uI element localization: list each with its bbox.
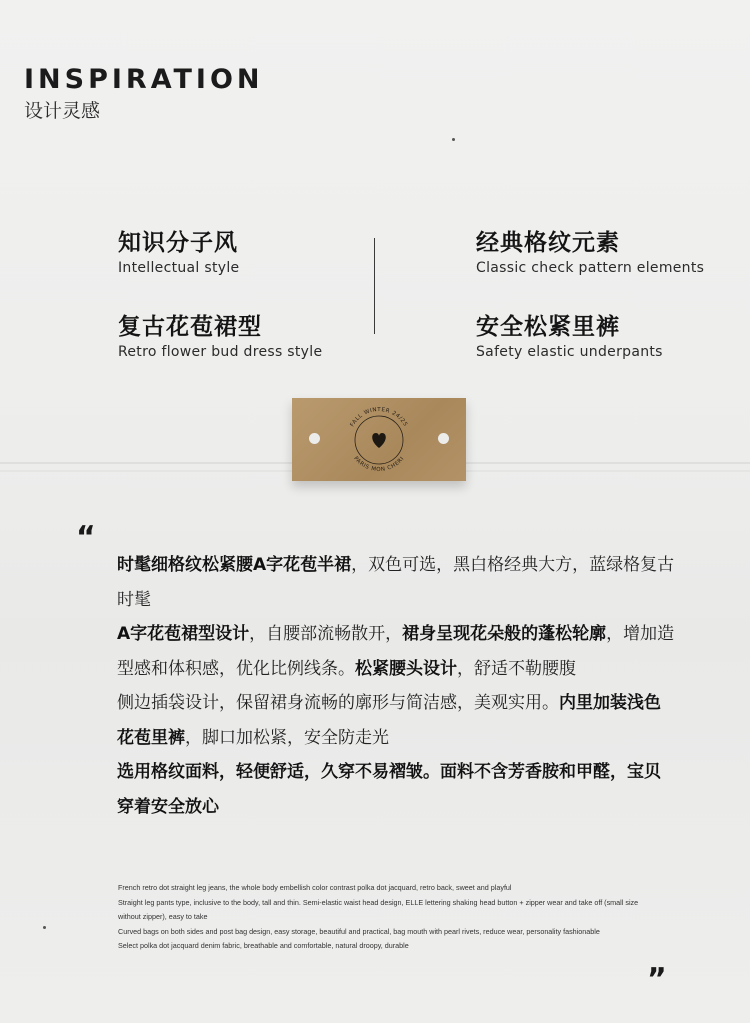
feature-subtitle: Classic check pattern elements [476, 260, 705, 276]
page-title: INSPIRATION [24, 64, 264, 95]
paragraph [117, 755, 677, 824]
feature-intellectual [118, 224, 239, 276]
tag-arc-top: FALL WINTER 24/25 [349, 406, 409, 429]
feature-subtitle: Safety elastic underpants [476, 344, 663, 360]
body-text: ，舒适不勒腰腹 [457, 658, 576, 679]
highlight-text: 内里加装浅色花苞里裤 [117, 693, 661, 748]
fine-print-line: French retro dot straight leg jeans, the whole body embellish color contrast polka dot jacquard, retro back, sweet and playful [118, 883, 512, 892]
open-quote-icon: “ [76, 520, 96, 555]
highlight-text: A字花苞裙型设计 [117, 624, 250, 644]
paragraph [117, 686, 677, 755]
kraft-tag-image [292, 398, 466, 481]
feature-subtitle: Retro flower bud dress style [118, 344, 323, 360]
fine-print-line: Select polka dot jacquard denim fabric, breathable and comfortable, natural droopy, durable [118, 941, 409, 950]
fine-print-line: Curved bags on both sides and post bag design, easy storage, beautiful and practical, bag mouth with pearl rivets, reduce wear, personality fashionable [118, 926, 600, 936]
body-text: ，双色可选，黑白格经典大方，蓝绿格复古时髦 [117, 555, 675, 610]
description-body [117, 548, 677, 824]
tag-stamp [292, 398, 466, 481]
highlight-text: 选用格纹面料，轻便舒适，久穿不易褶皱。面料不含芳香胺和甲醛，宝贝穿着安全放心 [117, 762, 661, 817]
page-subtitle: 设计灵感 [24, 100, 101, 122]
paragraph [117, 548, 677, 617]
body-text: ，脚口加松紧，安全防走光 [185, 727, 389, 748]
body-text: 侧边插袋设计，保留裙身流畅的廓形与简洁感，美观实用。 [117, 693, 559, 713]
feature-underpants [476, 308, 663, 360]
body-text: ，自腰部流畅散开， [249, 624, 403, 644]
heart-icon [372, 433, 386, 448]
fine-print-line: Straight leg pants type, inclusive to the body, tall and thin. Semi-elastic waist head design, ELLE lettering shaking head button + zipper wear and take off (small size without zipper), easy to take [118, 897, 639, 921]
feature-title: 复古花苞裙型 [118, 314, 262, 340]
paper-speck [43, 926, 46, 929]
fine-print [118, 881, 658, 954]
highlight-text: 时髦细格纹松紧腰A字花苞半裙 [117, 555, 352, 575]
svg-text:FALL WINTER 24/25 [350, 407, 409, 428]
highlight-text: 松紧腰头设计 [355, 658, 457, 679]
tag-arc-bottom: PARIS MON CHERI [352, 455, 406, 474]
highlight-text: 裙身呈现花朵般的蓬松轮廓 [402, 624, 607, 644]
feature-subtitle: Intellectual style [118, 260, 240, 276]
feature-check-pattern [476, 224, 704, 276]
feature-bud-dress [118, 308, 322, 360]
feature-title: 经典格纹元素 [476, 230, 620, 256]
body-text: ，增加造型感和体积感，优化比例线条。 [117, 624, 675, 679]
feature-title: 安全松紧里裤 [476, 314, 620, 340]
close-quote-icon: ” [647, 962, 667, 997]
paragraph [117, 617, 677, 686]
feature-divider [374, 238, 375, 334]
feature-title: 知识分子风 [118, 230, 238, 256]
paper-speck [452, 138, 455, 141]
